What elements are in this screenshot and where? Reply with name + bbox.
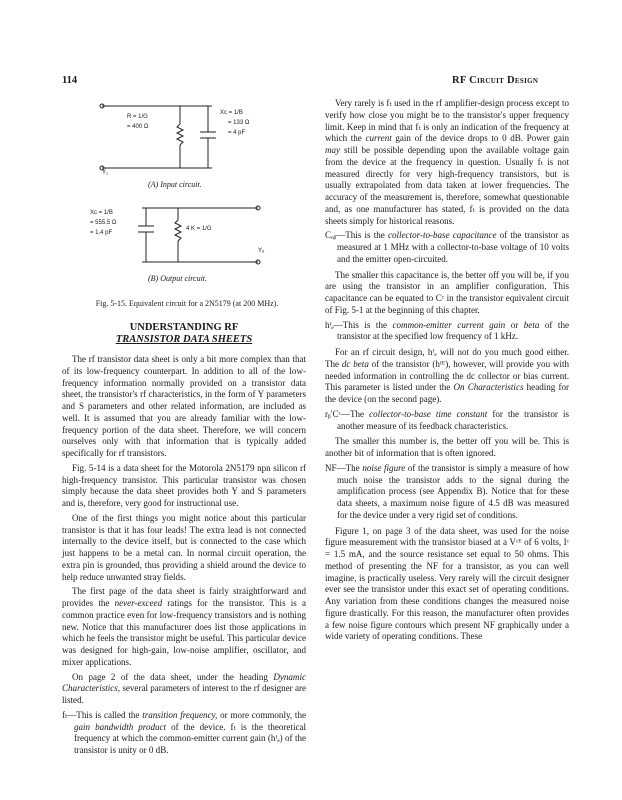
paragraph: Fig. 5-14 is a data sheet for the Motorola 2N5179 npn silicon rf high-frequency transistor. This particular transistor was chosen simply because the data sheet provides both Y and S parameters and is, therefore, very good for instructional use. bbox=[62, 462, 306, 508]
paragraph: For an rf circuit design, hᶠₑ will not do you much good either. The dc beta of the transistor (hᶠᴱ), however, will provide you with needed information in controlling the dc collector or bias current. This parameter is listed under the On Characteristics heading for the device (on the second page). bbox=[325, 347, 570, 404]
paragraph: The smaller this capacitance is, the better off you will be, if you are using the transistor in an amplifier configuration. This capacitance can be equated to Cᶜ in the transistor equivalent circuit of Fig. 5-1 at the beginning of this chapter. bbox=[325, 269, 569, 315]
input-c-value: = 4 pF bbox=[228, 130, 246, 136]
section-heading bbox=[62, 322, 306, 346]
input-x-label: Xc = 1/B bbox=[220, 110, 243, 116]
heading-line1: UNDERSTANDING RF bbox=[129, 322, 239, 333]
left-column bbox=[62, 322, 306, 761]
output-circuit-caption: (B) Output circuit. bbox=[148, 274, 208, 283]
output-resistor bbox=[175, 220, 181, 241]
page-number: 114 bbox=[62, 75, 78, 86]
definition-hfe: hᶠₑ—This is the common-emitter current gain or beta of the transistor at the specified low frequency of 1 kHz. bbox=[325, 319, 569, 342]
output-c-value: = 1.4 pF bbox=[90, 230, 113, 236]
definition-rbcc: rᵦ′Cᶜ—The collector-to-base time constant for the transistor is another measure of its feedback characteristics. bbox=[325, 408, 570, 431]
definition-ccb: Cₒᵦ—This is the collector-to-base capacitance of the transistor as measured at 1 MHz with a collector-to-base voltage of 10 volts and the emitter open-circuited. bbox=[325, 230, 569, 264]
input-terminal-label: Y₁ bbox=[102, 170, 109, 176]
right-column bbox=[325, 98, 569, 646]
input-r-value: = 400 Ω bbox=[127, 124, 149, 130]
circuit-diagram bbox=[62, 96, 312, 296]
paragraph: Figure 1, on page 3 of the data sheet, was used for the noise figure measurement with the transistor biased at a Vᶜᴱ of 6 volts, Iᶜ = 1.5 mA, and the source resistance set equal to 50 ohms. This method of presenting the NF for a transistor, as you can well imagine, is practically useless. Very rarely will the circuit designer ever see the transistor under this exact set of operating conditions. Any variation from these conditions changes the measured noise figure drastically. For this reason, the manufacturer often provides a few noise figure contours which present NF graphically under a wide variety of operating conditions. These bbox=[325, 525, 569, 642]
definition-nf: NF—The noise figure of the transistor is simply a measure of how much noise the transistor adds to the signal during the amplification process (see Appendix B). Notice that for these data sheets, a maximum noise figure of 4.5 dB was measured for the device under a very rigid set of conditions. bbox=[325, 462, 569, 520]
output-x-value: = 555.5 Ω bbox=[90, 220, 117, 226]
figure-caption: Fig. 5-15. Equivalent circuit for a 2N5179 (at 200 MHz). bbox=[95, 299, 279, 308]
paragraph: One of the first things you might notice about this particular transistor is that it has four leads! The extra lead is not connected internally to the device itself, but is connected to the case which just happens to be a metal can. In normal circuit operation, the extra pin is grounded, thus providing a shield around the device to help reduce unwanted stray fields. bbox=[62, 512, 306, 582]
output-x-label: Xc = 1/B bbox=[90, 210, 113, 216]
equivalent-circuit-figure bbox=[62, 96, 312, 296]
input-circuit-caption: (A) Input circuit. bbox=[148, 180, 202, 189]
paragraph: The smaller this number is, the better off you will be. This is another bit of information that is often ignored. bbox=[325, 436, 569, 458]
running-title: RF Circuit Design bbox=[452, 75, 539, 86]
paragraph: The first page of the data sheet is fairly straightforward and provides the never-exceed ratings for the transistor. This is a common practice even for low-frequency transistors and is nothing new. Notice that this manufacturer does list those applications in which he feels the transistor might be useful. This particular device was designed for high-gain, low-noise amplifier, oscillator, and mixer applications. bbox=[62, 586, 306, 667]
paragraph: Very rarely is fₜ used in the rf amplifier-design process except to verify how close you might be to the transistor's upper frequency limit. Keep in mind that fₜ is only an indication of the frequency at which the current gain of the device drops to 0 dB. Power gain may still be possible depending upon the available voltage gain from the device at the frequency in question. Usually fₜ is not measured directly for very high-frequency transistors, but is usually extrapolated from data taken at lower frequencies. The accuracy of the measurement is, therefore, somewhat questionable and, as one manufacturer has stated, fₜ is provided on the data sheets simply for historical reasons. bbox=[325, 98, 569, 226]
output-r-label: 4 K = 1/G bbox=[186, 226, 212, 232]
input-r-label: R = 1/G bbox=[127, 114, 148, 120]
input-resistor bbox=[177, 124, 183, 145]
definition-ft: fₜ—This is called the transition frequency, or more commonly, the gain bandwidth product of the device. fₜ is the theoretical frequency at which the common-emitter current gain (hᶠₑ) of the transistor is unity or 0 dB. bbox=[62, 709, 307, 755]
paragraph: On page 2 of the data sheet, under the heading Dynamic Characteristics, several parameters of interest to the rf designer are listed. bbox=[62, 671, 306, 705]
input-x-value: = 133 Ω bbox=[228, 120, 250, 126]
paragraph: The rf transistor data sheet is only a bit more complex than that of its low-frequency counterpart. In addition to all of the low-frequency information normally provided on a transistor data sheet, the transistor's rf characteristics, in the form of Y parameters and S parameters and other related information, are included as well. It is assumed that you are already familiar with the low-frequency portion of the data sheet. Therefore, we will concern ourselves only with that information that is typically added specifically for rf transistors. bbox=[62, 354, 306, 458]
heading-line2: TRANSISTOR DATA SHEETS bbox=[115, 334, 253, 345]
output-terminal-label: Yₒ bbox=[258, 248, 265, 254]
